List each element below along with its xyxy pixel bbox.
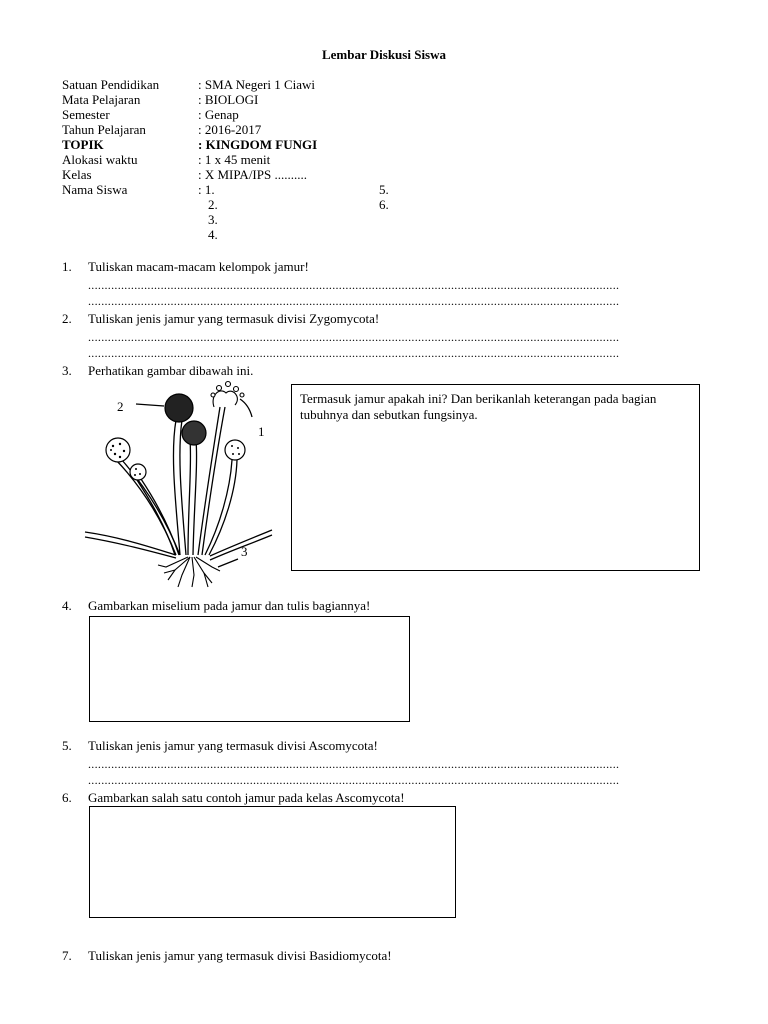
answer-line[interactable]: ................................................................................................................................................................. [88, 296, 620, 306]
question-6-number: 6. [62, 790, 72, 805]
question-5-number: 5. [62, 738, 72, 753]
question-2-text: Tuliskan jenis jamur yang termasuk divisi Zygomycota! [88, 311, 380, 326]
question-6-drawing-box[interactable] [89, 806, 456, 918]
header-label-kelas: Kelas [62, 167, 92, 182]
header-label-semester: Semester [62, 107, 110, 122]
question-6-text: Gambarkan salah satu contoh jamur pada kelas Ascomycota! [88, 790, 405, 805]
header-value-mapel: : BIOLOGI [198, 92, 259, 107]
figure-label-3: 3 [241, 544, 248, 559]
question-4-drawing-box[interactable] [89, 616, 410, 722]
header-label-satuan: Satuan Pendidikan [62, 77, 160, 92]
student-number-2: 2. [208, 197, 218, 212]
answer-line[interactable]: ................................................................................................................................................................. [88, 348, 620, 358]
header-value-nama: : 1. [198, 182, 215, 197]
header-value-satuan: : SMA Negeri 1 Ciawi [198, 77, 315, 92]
header-label-mapel: Mata Pelajaran [62, 92, 141, 107]
figure-label-2: 2 [117, 399, 124, 414]
question-3-prompt: Termasuk jamur apakah ini? Dan berikanlah keterangan pada bagian tubuhnya dan sebutkan fungsinya. [300, 391, 657, 422]
student-number-4: 4. [208, 227, 218, 242]
question-4-text: Gambarkan miselium pada jamur dan tulis bagiannya! [88, 598, 371, 613]
header-value-tahun: : 2016-2017 [198, 122, 262, 137]
header-value-alokasi: : 1 x 45 menit [198, 152, 271, 167]
question-3-text: Perhatikan gambar dibawah ini. [88, 363, 254, 378]
question-3-number: 3. [62, 363, 72, 378]
student-number-3: 3. [208, 212, 218, 227]
answer-line[interactable]: ................................................................................................................................................................. [88, 332, 620, 342]
student-number-6: 6. [379, 197, 389, 212]
header-value-topik: : KINGDOM FUNGI [198, 137, 318, 152]
page-title: Lembar Diskusi Siswa [321, 47, 446, 62]
question-7-number: 7. [62, 948, 72, 963]
header-label-alokasi: Alokasi waktu [62, 152, 138, 167]
question-5-text: Tuliskan jenis jamur yang termasuk divisi Ascomycota! [88, 738, 378, 753]
question-1-text: Tuliskan macam-macam kelompok jamur! [88, 259, 309, 274]
header-label-nama: Nama Siswa [62, 182, 128, 197]
rhizopus-illustration [80, 375, 280, 590]
student-number-5: 5. [379, 182, 389, 197]
question-1-number: 1. [62, 259, 72, 274]
header-label-tahun: Tahun Pelajaran [62, 122, 146, 137]
question-7-text: Tuliskan jenis jamur yang termasuk divisi Basidiomycota! [88, 948, 392, 963]
header-value-semester: : Genap [198, 107, 239, 122]
question-2-number: 2. [62, 311, 72, 326]
header-value-kelas: : X MIPA/IPS .......... [198, 167, 307, 182]
answer-line[interactable]: ................................................................................................................................................................. [88, 280, 620, 290]
header-label-topik: TOPIK [62, 137, 104, 152]
figure-label-1: 1 [258, 424, 265, 439]
question-4-number: 4. [62, 598, 72, 613]
answer-line[interactable]: ................................................................................................................................................................. [88, 775, 620, 785]
question-3-answer-box[interactable] [291, 384, 700, 571]
answer-line[interactable]: ................................................................................................................................................................. [88, 759, 620, 769]
